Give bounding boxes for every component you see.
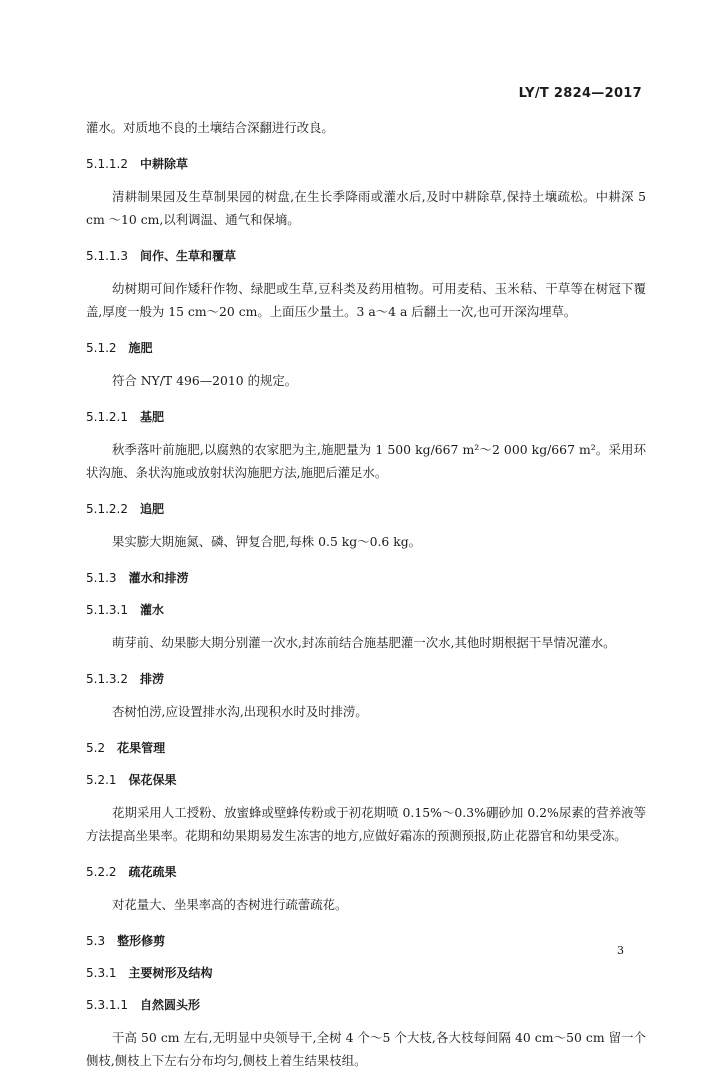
section-heading [86, 930, 646, 953]
paragraph: 萌芽前、幼果膨大期分别灌一次水,封冻前结合施基肥灌一次水,其他时期根据干旱情况灌水。 [112, 635, 616, 650]
section-title: 排涝 [139, 672, 164, 686]
section-title: 追肥 [139, 502, 164, 516]
section-title: 施肥 [128, 341, 153, 355]
section-number: 5.3 [86, 934, 106, 948]
section-heading [86, 861, 646, 884]
section-number: 5.2.1 [86, 773, 117, 787]
section-heading [86, 498, 646, 521]
paragraph: 幼树期可间作矮秆作物、绿肥或生草,豆科类及药用植物。可用麦秸、玉米秸、干草等在树冠下覆盖,厚度一般为 15 cm～20 cm。上面压少量土。3 a～4 a 后翻土一次,也可开深沟埋草。 [86, 281, 646, 319]
standard-number: LY/T 2824—2017 [518, 86, 642, 101]
section-heading [86, 153, 646, 176]
paragraph: 花期采用人工授粉、放蜜蜂或壁蜂传粉或于初花期喷 0.15%～0.3%硼砂加 0.2%尿素的营养液等方法提高坐果率。花期和幼果期易发生冻害的地方,应做好霜冻的预测预报,防止花器官和幼果受冻。 [86, 805, 646, 843]
page-number: 3 [617, 944, 624, 957]
paragraph: 秋季落叶前施肥,以腐熟的农家肥为主,施肥量为 1 500 kg/667 m²～2 000 kg/667 m²。采用环状沟施、条状沟施或放射状沟施肥方法,施肥后灌足水。 [86, 442, 646, 480]
section-heading [86, 406, 646, 429]
section-title: 保花保果 [128, 773, 177, 787]
section-number: 5.1.2.1 [86, 410, 128, 424]
section-title: 灌水 [139, 603, 164, 617]
section-title: 花果管理 [117, 741, 166, 755]
section-number: 5.1.2.2 [86, 502, 128, 516]
section-number: 5.3.1.1 [86, 998, 128, 1012]
section-number: 5.1.1.2 [86, 157, 128, 171]
section-heading [86, 245, 646, 268]
paragraph: 灌水。对质地不良的土壤结合深翻进行改良。 [86, 120, 334, 135]
paragraph: 清耕制果园及生草制果园的树盘,在生长季降雨或灌水后,及时中耕除草,保持土壤疏松。中耕深 5 cm ～10 cm,以利调温、通气和保墒。 [86, 189, 646, 227]
section-title: 自然圆头形 [139, 998, 200, 1012]
paragraph: 符合 NY/T 496—2010 的规定。 [112, 373, 298, 388]
document-body [86, 116, 646, 1086]
section-title: 间作、生草和覆草 [139, 249, 236, 263]
section-heading [86, 994, 646, 1017]
paragraph: 杏树怕涝,应设置排水沟,出现积水时及时排涝。 [112, 704, 368, 719]
section-number: 5.3.1 [86, 966, 117, 980]
section-number: 5.2 [86, 741, 106, 755]
section-heading [86, 599, 646, 622]
section-number: 5.1.1.3 [86, 249, 128, 263]
section-heading [86, 962, 646, 985]
section-heading [86, 737, 646, 760]
section-heading [86, 668, 646, 691]
section-title: 灌水和排涝 [128, 571, 189, 585]
section-title: 中耕除草 [139, 157, 188, 171]
paragraph: 对花量大、坐果率高的杏树进行疏蕾疏花。 [112, 897, 348, 912]
section-number: 5.1.2 [86, 341, 117, 355]
section-title: 整形修剪 [117, 934, 166, 948]
section-number: 5.1.3.1 [86, 603, 128, 617]
section-title: 主要树形及结构 [128, 966, 213, 980]
section-title: 基肥 [139, 410, 164, 424]
section-number: 5.1.3.2 [86, 672, 128, 686]
section-number: 5.1.3 [86, 571, 117, 585]
paragraph: 干高 50 cm 左右,无明显中央领导干,全树 4 个～5 个大枝,各大枝每间隔 40 cm～50 cm 留一个侧枝,侧枝上下左右分布均匀,侧枝上着生结果枝组。 [86, 1030, 646, 1068]
section-heading [86, 567, 646, 590]
section-heading [86, 769, 646, 792]
section-heading [86, 337, 646, 360]
paragraph: 果实膨大期施氮、磷、钾复合肥,每株 0.5 kg～0.6 kg。 [112, 534, 422, 549]
section-number: 5.2.2 [86, 865, 117, 879]
section-title: 疏花疏果 [128, 865, 177, 879]
